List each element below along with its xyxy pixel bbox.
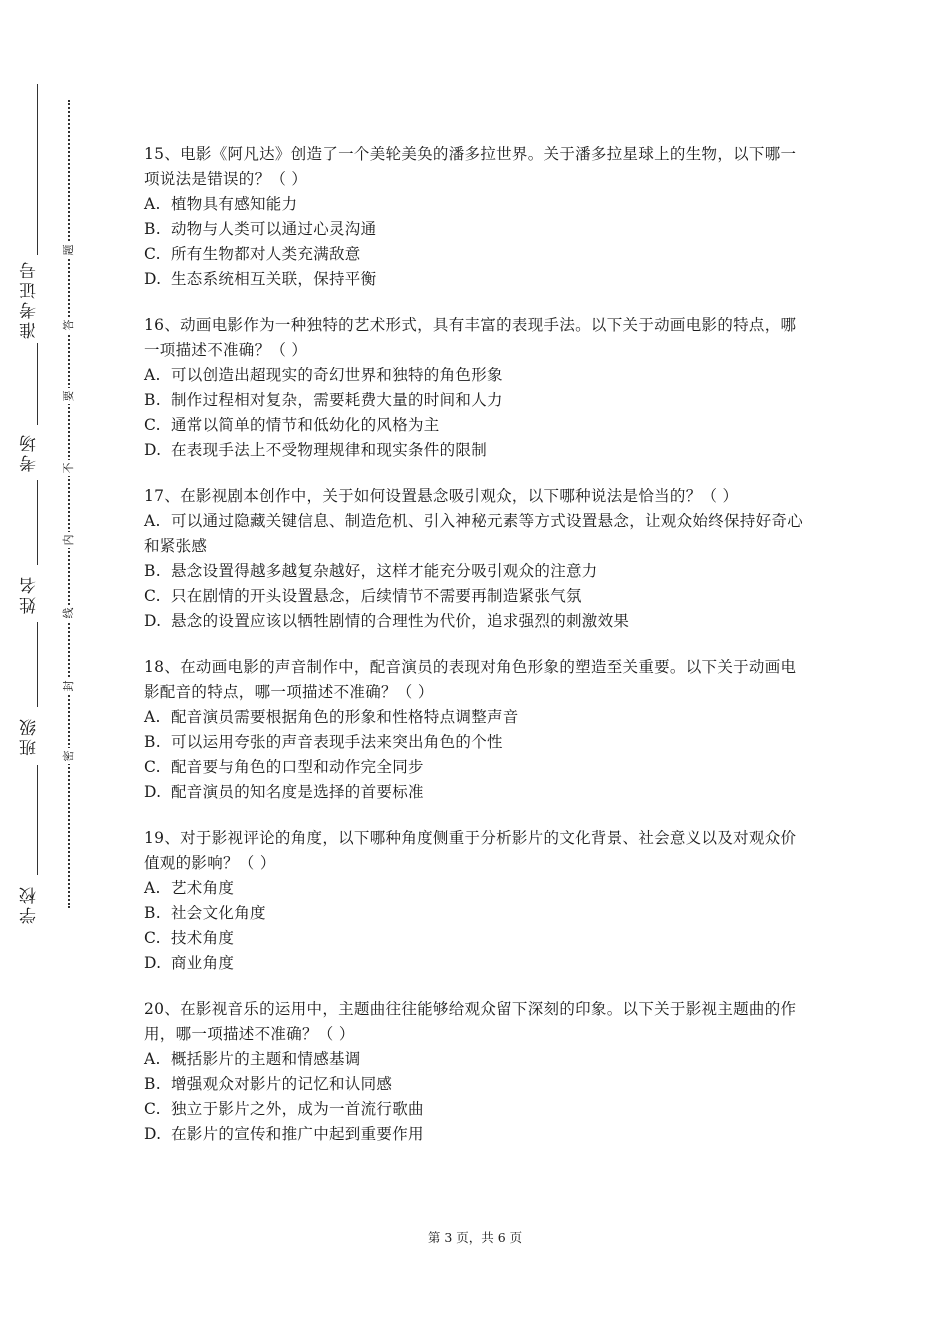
option-text: 只在剧情的开头设置悬念，后续情节不需要再制造紧张气氛 bbox=[171, 587, 582, 605]
question-stem: 17、在影视剧本创作中，关于如何设置悬念吸引观众，以下哪种说法是恰当的？（ ） bbox=[144, 487, 739, 505]
question-19 bbox=[144, 826, 812, 976]
option-label: D. bbox=[144, 783, 162, 801]
option-text: 艺术角度 bbox=[171, 879, 235, 897]
seal-char: 题 bbox=[61, 242, 77, 258]
option-b[interactable] bbox=[144, 559, 812, 584]
option-label: B. bbox=[144, 562, 161, 580]
option-text: 植物具有感知能力 bbox=[171, 195, 298, 213]
option-b[interactable] bbox=[144, 730, 812, 755]
option-text: 可以通过隐藏关键信息、制造危机、引入神秘元素等方式设置悬念，让观众始终保持好奇心和紧张感 bbox=[144, 512, 804, 555]
option-text: 生态系统相互关联，保持平衡 bbox=[171, 270, 377, 288]
option-a[interactable] bbox=[144, 876, 812, 901]
option-label: C. bbox=[144, 416, 161, 434]
option-c[interactable] bbox=[144, 584, 812, 609]
option-label: D. bbox=[144, 954, 162, 972]
option-text: 配音演员的知名度是选择的首要标准 bbox=[171, 783, 424, 801]
option-text: 概括影片的主题和情感基调 bbox=[171, 1050, 361, 1068]
option-b[interactable] bbox=[144, 217, 812, 242]
option-text: 可以运用夸张的声音表现手法来突出角色的个性 bbox=[171, 733, 503, 751]
option-b[interactable] bbox=[144, 901, 812, 926]
seal-char: 要 bbox=[61, 388, 77, 404]
question-stem: 18、在动画电影的声音制作中，配音演员的表现对角色形象的塑造至关重要。以下关于动画电影配音的特点，哪一项描述不准确？（ ） bbox=[144, 658, 797, 701]
page-footer: 第 3 页，共 6 页 bbox=[427, 1230, 523, 1245]
option-label: A. bbox=[144, 512, 161, 530]
question-stem: 20、在影视音乐的运用中，主题曲往往能够给观众留下深刻的印象。以下关于影视主题曲的作用，哪一项描述不准确？（ ） bbox=[144, 1000, 797, 1043]
exam-room-label: 考场 bbox=[20, 432, 40, 472]
option-label: A. bbox=[144, 195, 161, 213]
option-label: D. bbox=[144, 1125, 162, 1143]
option-label: C. bbox=[144, 1100, 161, 1118]
option-text: 独立于影片之外，成为一首流行歌曲 bbox=[171, 1100, 424, 1118]
class-line[interactable] bbox=[37, 622, 38, 707]
question-17 bbox=[144, 484, 812, 634]
option-label: D. bbox=[144, 441, 162, 459]
option-label: C. bbox=[144, 587, 161, 605]
option-text: 在影片的宣传和推广中起到重要作用 bbox=[171, 1125, 424, 1143]
option-a[interactable] bbox=[144, 1047, 812, 1072]
exam-room-line[interactable] bbox=[37, 343, 38, 425]
class-label: 班级 bbox=[20, 716, 40, 756]
option-label: C. bbox=[144, 245, 161, 263]
option-label: B. bbox=[144, 1075, 161, 1093]
question-list bbox=[144, 142, 812, 1168]
option-label: A. bbox=[144, 1050, 161, 1068]
option-label: C. bbox=[144, 929, 161, 947]
option-c[interactable] bbox=[144, 242, 812, 267]
option-text: 所有生物都对人类充满敌意 bbox=[171, 245, 361, 263]
option-d[interactable] bbox=[144, 267, 812, 292]
seal-char: 不 bbox=[61, 460, 77, 476]
option-b[interactable] bbox=[144, 1072, 812, 1097]
question-stem: 16、动画电影作为一种独特的艺术形式，具有丰富的表现手法。以下关于动画电影的特点，哪一项描述不准确？（ ） bbox=[144, 316, 797, 359]
option-label: D. bbox=[144, 612, 162, 630]
seal-char: 答 bbox=[61, 317, 77, 333]
binding-margin bbox=[0, 0, 110, 1344]
school-line[interactable] bbox=[37, 765, 38, 875]
option-label: C. bbox=[144, 758, 161, 776]
question-15 bbox=[144, 142, 812, 292]
option-text: 悬念的设置应该以牺牲剧情的合理性为代价，追求强烈的刺激效果 bbox=[171, 612, 630, 630]
school-label: 学校 bbox=[20, 884, 40, 924]
option-d[interactable] bbox=[144, 609, 812, 634]
exam-number-line[interactable] bbox=[37, 84, 38, 255]
option-a[interactable] bbox=[144, 705, 812, 730]
question-20 bbox=[144, 997, 812, 1147]
option-label: A. bbox=[144, 366, 161, 384]
option-text: 配音要与角色的口型和动作完全同步 bbox=[171, 758, 424, 776]
question-18 bbox=[144, 655, 812, 805]
option-text: 技术角度 bbox=[171, 929, 235, 947]
question-16 bbox=[144, 313, 812, 463]
seal-char: 线 bbox=[61, 605, 77, 621]
seal-char: 内 bbox=[61, 532, 77, 548]
option-text: 商业角度 bbox=[171, 954, 235, 972]
seal-char: 封 bbox=[61, 678, 77, 694]
option-d[interactable] bbox=[144, 780, 812, 805]
option-c[interactable] bbox=[144, 755, 812, 780]
option-a[interactable] bbox=[144, 192, 812, 217]
option-label: A. bbox=[144, 708, 161, 726]
option-b[interactable] bbox=[144, 388, 812, 413]
option-text: 增强观众对影片的记忆和认同感 bbox=[171, 1075, 393, 1093]
exam-number-label: 准考证号 bbox=[20, 259, 40, 339]
question-stem: 19、对于影视评论的角度，以下哪种角度侧重于分析影片的文化背景、社会意义以及对观众价值观的影响？（ ） bbox=[144, 829, 797, 872]
option-text: 悬念设置得越多越复杂越好，这样才能充分吸引观众的注意力 bbox=[171, 562, 598, 580]
option-text: 社会文化角度 bbox=[171, 904, 266, 922]
option-label: B. bbox=[144, 220, 161, 238]
option-d[interactable] bbox=[144, 951, 812, 976]
option-label: B. bbox=[144, 391, 161, 409]
option-text: 制作过程相对复杂，需要耗费大量的时间和人力 bbox=[171, 391, 503, 409]
option-text: 通常以简单的情节和低幼化的风格为主 bbox=[171, 416, 440, 434]
option-d[interactable] bbox=[144, 438, 812, 463]
option-d[interactable] bbox=[144, 1122, 812, 1147]
option-label: D. bbox=[144, 270, 162, 288]
option-text: 在表现手法上不受物理规律和现实条件的限制 bbox=[171, 441, 488, 459]
option-c[interactable] bbox=[144, 413, 812, 438]
option-text: 动物与人类可以通过心灵沟通 bbox=[171, 220, 377, 238]
option-label: A. bbox=[144, 879, 161, 897]
option-a[interactable] bbox=[144, 363, 812, 388]
seal-dotted-line bbox=[68, 100, 70, 908]
option-c[interactable] bbox=[144, 1097, 812, 1122]
name-line[interactable] bbox=[37, 480, 38, 565]
name-label: 姓名 bbox=[20, 574, 40, 614]
option-label: B. bbox=[144, 904, 161, 922]
question-stem: 15、电影《阿凡达》创造了一个美轮美奂的潘多拉世界。关于潘多拉星球上的生物，以下哪一项说法是错误的？（ ） bbox=[144, 145, 797, 188]
option-text: 配音演员需要根据角色的形象和性格特点调整声音 bbox=[171, 708, 519, 726]
seal-char: 密 bbox=[61, 748, 77, 764]
option-a[interactable] bbox=[144, 509, 812, 559]
option-text: 可以创造出超现实的奇幻世界和独特的角色形象 bbox=[171, 366, 503, 384]
option-label: B. bbox=[144, 733, 161, 751]
option-c[interactable] bbox=[144, 926, 812, 951]
